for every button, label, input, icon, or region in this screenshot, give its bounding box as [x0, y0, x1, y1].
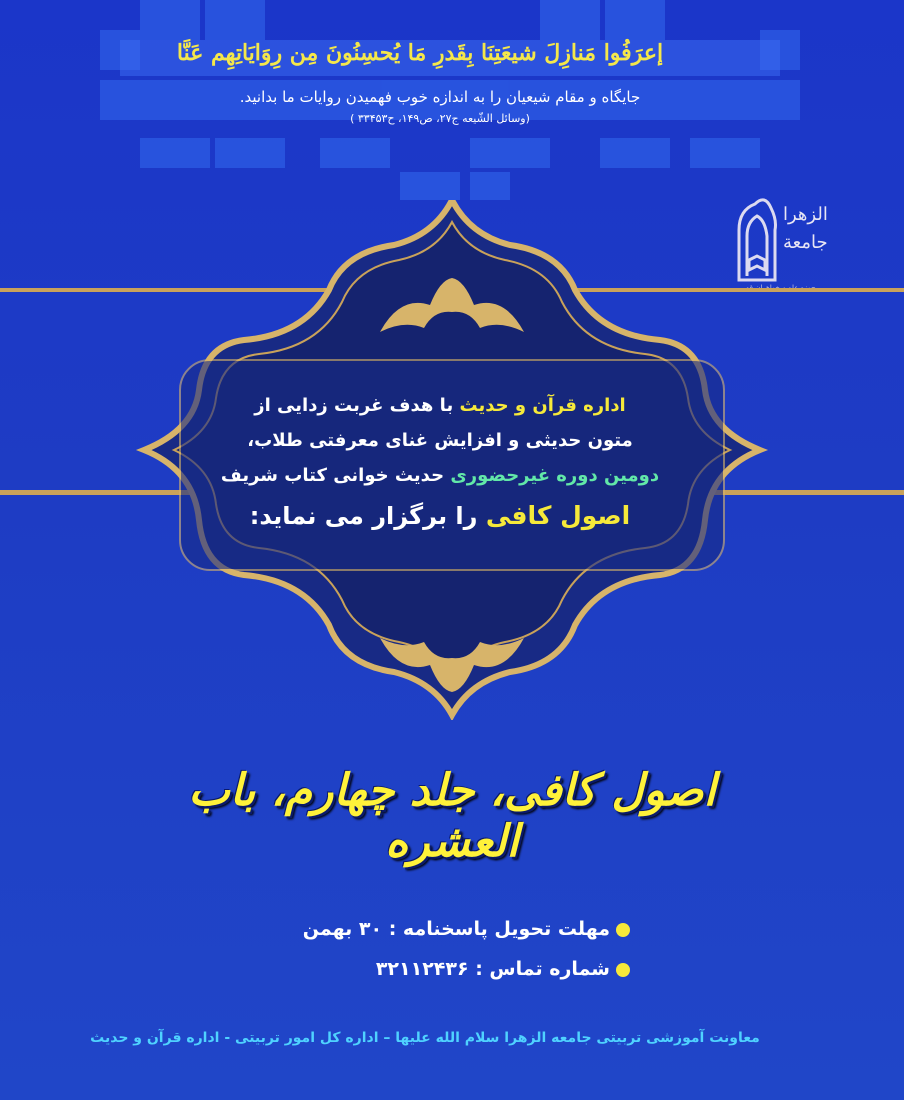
- organizer-name: اداره قرآن و حدیث: [459, 395, 626, 416]
- announcement-line-1-rest: با هدف غربت زدایی از: [254, 395, 460, 416]
- svg-text:الزهرا: الزهرا: [783, 204, 828, 225]
- announcement-line-3-rest: حدیث خوانی کتاب شریف: [220, 465, 451, 486]
- course-title: اصول کافی، جلد چهارم، باب العشره: [188, 765, 716, 867]
- book-name: اصول کافی: [485, 501, 631, 530]
- bullet-dot-icon: [616, 963, 630, 977]
- hadith-reference: (وسائل الشّیعه ج۲۷، ص۱۴۹، ح۳۳۴۵۳ ): [350, 112, 530, 125]
- hadith-quote: إعرَفُوا مَنازِلَ شيعَتِنَا بِقَدرِ مَا يُحسِنُونَ مِن رِوَايَاتِهِم عَنَّا: [176, 40, 664, 66]
- footer-credits: معاونت آموزشی تربیتی جامعه الزهرا سلام الله علیها – اداره کل امور تربیتی - اداره قرآن و حدیث: [90, 1030, 760, 1046]
- course-round: دومین دوره غیرحضوری: [450, 465, 660, 486]
- announcement-line-4: [170, 493, 710, 539]
- announcement-line-2: متون حدیثی و افزایش غنای معرفتی طلاب،: [247, 430, 633, 451]
- bullet-dot-icon: [616, 923, 630, 937]
- deadline-info: [240, 918, 630, 940]
- hadith-translation: جایگاه و مقام شیعیان را به اندازه خوب فهمیدن روایات ما بدانید.: [239, 88, 641, 106]
- contact-info: [240, 958, 630, 980]
- announcement-text: [170, 388, 710, 539]
- announcement-line-3: [170, 458, 710, 493]
- announcement-line-1: [170, 388, 710, 423]
- svg-text:جامعة: جامعة: [783, 232, 828, 253]
- contact-text: شماره تماس : ۳۲۱۱۲۴۳۶: [375, 958, 610, 980]
- deadline-text: مهلت تحویل پاسخنامه : ۳۰ بهمن: [302, 918, 610, 940]
- announcement-line-4-rest: را برگزار می نماید:: [249, 502, 486, 530]
